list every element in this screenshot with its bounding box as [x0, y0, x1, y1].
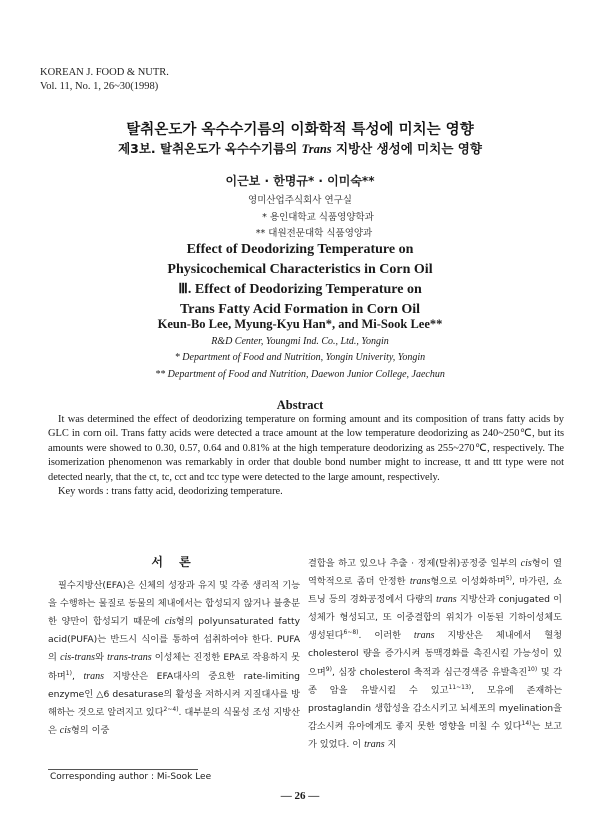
- korean-authors: 이근보 · 한명규* · 이미숙**: [225, 174, 375, 188]
- korean-affiliation-1: 영미산업주식회사 연구실: [248, 195, 352, 206]
- intro-paragraph-1: 필수지방산(EFA)은 신체의 성장과 유지 및 각종 생리적 기능을 수행하는 물질로 동물의 체내에서는 합성되지 않거나 불충분한 양만이 합성되기 때문에 cis형의 polyunsaturated fatty acid(PUFA)는 반드시 식이를 통하여 섭취하여야 한다. PUFA의 cis-trans와 trans-trans 이성체는 진정한 EPA로 작용하지 못하며$^{1)}$, trans 지방산은 EFA대사의 중요한 rate-limiting enzyme인 △6 desaturase의 활성을 저하시켜 지질대사를 방해하는 것으로 알려지고 있다$^{2\sim 4)}$. 대부분의 식물성 조성 지방산은 cis형의 이중: [48, 580, 301, 736]
- abstract-heading: Abstract: [276, 398, 324, 412]
- journal-name: KOREAN J. FOOD & NUTR.: [40, 67, 169, 78]
- intro-column-left: [48, 553, 300, 740]
- korean-affiliation-2: * 용인대학교 식품영양학과: [262, 212, 374, 223]
- intro-column-right: [308, 555, 562, 754]
- journal-header: [40, 66, 169, 94]
- page-number: — 26 —: [280, 790, 320, 802]
- english-authors: Keun-Bo Lee, Myung-Kyu Han*, and Mi-Sook Lee**: [157, 317, 443, 331]
- korean-title: 탈취온도가 옥수수기름의 이화학적 특성에 미치는 영향: [126, 122, 474, 138]
- journal-volume: Vol. 11, No. 1, 26~30(1998): [40, 81, 159, 92]
- section-heading-introduction: 서 론: [151, 555, 197, 569]
- english-affiliation-1: R&D Center, Youngmi Ind. Co., Ltd., Yongin: [211, 336, 389, 347]
- corresponding-author-footnote: Corresponding author : Mi-Sook Lee: [50, 772, 212, 782]
- english-title: Effect of Deodorizing Temperature on Physicochemical Characteristics in Corn Oil Ⅲ. Effect of Deodorizing Temperature on Trans Fatty Acid Formation in Corn Oil: [167, 242, 433, 317]
- abstract-text: It was determined the effect of deodorizing temperature on forming amount and its composition of trans fatty acids by GLC in corn oil. Trans fatty acids were detected a trace amount at the low temperature deodorizing as 240~250℃, but its amounts were showed to 0.30, 0.57, 0.64 and 0.81% at the high temperature deodorizing as 255~270℃, respectively. The isomerization phenomenon was remarkably in order that double bond number might to increase, tt and ttt type were not detected nearly, that the ct, tc, cct and tcc type were detected to the large amount, respectively.: [48, 414, 564, 483]
- intro-paragraph-2: 결합을 하고 있으나 추출 · 정제(탈취)공정중 일부의 cis형이 열 역학적으로 좀더 안정한 trans형으로 이성화하며$^{5)}$, 마가린, 쇼트닝 등의 경화공정에서 다량의 trans 지방산과 conjugated 이성체가 형성되고, 또 이중결합의 위치가 이동된 기하이성체도 생성된다$^{6\sim 8)}$. 이러한 trans 지방산은 체내에서 혈청 cholesterol 량을 증가시켜 동맥경화를 촉진시킬 가능성이 있으며$^{9)}$, 심장 cholesterol 축적과 심근경색증 유발촉진$^{10)}$ 및 각종 암을 유발시킬 수 있고$^{11\sim 13)}$, 모유에 존재하는 prostaglandin 생합성을 감소시키고 뇌세포의 myelination을 감소시켜 유아에게도 좋지 못한 영향을 미칠 수 있다$^{14)}$는 보고가 있었다. 이 trans 지: [308, 558, 563, 750]
- keywords: Key words : trans fatty acid, deodorizing temperature.: [58, 486, 283, 498]
- korean-subtitle: 제3보. 탈취온도가 옥수수기름의 Trans 지방산 생성에 미치는 영향: [118, 141, 482, 156]
- english-affiliation-3: ** Department of Food and Nutrition, Daewon Junior College, Jaechun: [155, 369, 445, 380]
- english-affiliation-2: * Department of Food and Nutrition, Yongin Univerity, Yongin: [174, 352, 426, 363]
- korean-affiliation-3: ** 대원전문대학 식품영양과: [255, 228, 373, 239]
- abstract-body: [48, 413, 564, 499]
- footnote-divider: [48, 769, 198, 770]
